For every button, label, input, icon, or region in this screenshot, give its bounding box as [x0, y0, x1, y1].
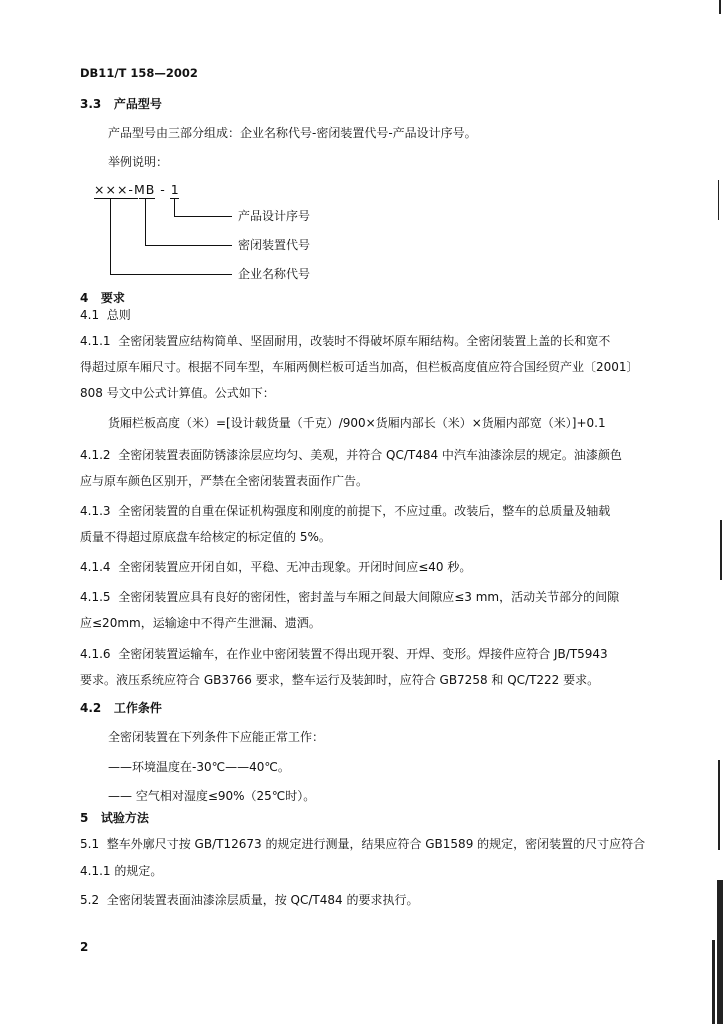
- section-4-heading: [80, 291, 125, 306]
- label-sealing-device-code: 密闭装置代号: [238, 238, 311, 252]
- section-4-1-heading: [80, 308, 131, 323]
- clause-number: 5.2: [80, 893, 100, 907]
- clause-4-1-2-line-1: [80, 448, 622, 463]
- section-number: 5: [80, 811, 89, 825]
- height-formula: 货厢栏板高度（米）=[设计载货量（千克）/900×货厢内部长（米）×货厢内部宽（米）]+0.1: [108, 416, 606, 430]
- page-number: 2: [80, 940, 89, 954]
- model-composition-text: 产品型号由三部分组成：企业名称代号-密闭装置代号-产品设计序号。: [108, 126, 477, 140]
- section-title: 总则: [106, 308, 131, 322]
- code-company-part: ×××-: [94, 182, 134, 197]
- clause-4-1-6-line-2: 要求。液压系统应符合 GB3766 要求，整车运行及装卸时，应符合 GB7258 和 QC/T222 要求。: [80, 673, 600, 687]
- section-5-heading: [80, 811, 149, 826]
- clause-4-1-5-line-1: [80, 590, 619, 605]
- model-code: [94, 182, 180, 197]
- label-company-name-code: 企业名称代号: [238, 267, 311, 281]
- clause-4-1-4: [80, 560, 471, 575]
- working-conditions-intro: 全密闭装置在下列条件下应能正常工作：: [108, 730, 325, 744]
- document-code: DB11/T 158—2002: [80, 66, 198, 80]
- section-number: 4: [80, 291, 89, 305]
- leader-company-vertical: [110, 199, 111, 274]
- clause-4-1-3-line-2: 质量不得超过原底盘车给核定的标定值的 5%。: [80, 530, 331, 544]
- clause-text: 全密闭装置表面防锈漆涂层应均匀、美观，并符合 QC/T484 中汽车油漆涂层的规定。油漆颜色: [118, 448, 622, 462]
- clause-number: 4.1.6: [80, 647, 111, 661]
- clause-number: 4.1.5: [80, 590, 111, 604]
- example-label: 举例说明：: [108, 155, 169, 169]
- section-title: 要求: [100, 291, 125, 305]
- clause-4-1-2-line-2: 应与原车颜色区别开，严禁在全密闭装置表面作广告。: [80, 474, 369, 488]
- clause-text: 全密闭装置应开闭自如，平稳、无冲击现象。开闭时间应≤40 秒。: [118, 560, 472, 574]
- clause-4-1-1-line-2: 得超过原车厢尺寸。根据不同车型，车厢两侧栏板可适当加高，但栏板高度值应符合国经贸产业〔2001〕: [80, 360, 639, 374]
- clause-text: 全密闭装置运输车，在作业中密闭装置不得出现开裂、开焊、变形。焊接件应符合 JB/T5943: [118, 647, 608, 661]
- clause-4-1-5-line-2: 应≤20mm，运输途中不得产生泄漏、遗洒。: [80, 616, 321, 630]
- section-number: 3.3: [80, 97, 102, 111]
- clause-number: 4.1.2: [80, 448, 111, 462]
- condition-temperature: ——环境温度在-30℃——40℃。: [108, 760, 290, 774]
- code-mb-part: MB: [133, 182, 156, 197]
- section-4-2-heading: [80, 701, 162, 716]
- clause-number: 4.1.1: [80, 334, 111, 348]
- clause-number: 4.1.4: [80, 560, 111, 574]
- section-3-3-heading: [80, 97, 162, 112]
- clause-text: 全密闭装置的自重在保证机构强度和刚度的前提下，不应过重。改装后，整车的总质量及轴载: [118, 504, 611, 518]
- clause-4-1-1-line-1: [80, 334, 610, 349]
- section-title: 试验方法: [100, 811, 149, 825]
- leader-number-vertical: [174, 199, 175, 216]
- clause-4-1-6-line-1: [80, 647, 608, 662]
- clause-number: 5.1: [80, 837, 100, 851]
- clause-5-1-line-1: [80, 837, 645, 852]
- section-number: 4.1: [80, 308, 100, 322]
- clause-4-1-1-line-3: 808 号文中公式计算值。公式如下：: [80, 386, 275, 400]
- clause-5-1-line-2: 4.1.1 的规定。: [80, 864, 163, 878]
- section-number: 4.2: [80, 701, 102, 715]
- clause-text: 整车外廓尺寸按 GB/T12673 的规定进行测量，结果应符合 GB1589 的规定，密闭装置的尺寸应符合: [106, 837, 646, 851]
- clause-text: 全密闭装置应具有良好的密闭性，密封盖与车厢之间最大间隙应≤3 mm，活动关节部分的间隙: [118, 590, 620, 604]
- leader-company-horizontal: [110, 274, 232, 275]
- label-product-design-number: 产品设计序号: [238, 209, 311, 223]
- code-dash: -: [155, 182, 171, 197]
- code-number-part: 1: [170, 182, 180, 197]
- leader-number-horizontal: [174, 216, 232, 217]
- section-title: 产品型号: [113, 97, 162, 111]
- condition-humidity: —— 空气相对湿度≤90%（25℃时）。: [108, 789, 316, 803]
- underline-company: [94, 198, 138, 199]
- leader-mb-vertical: [145, 199, 146, 245]
- clause-text: 全密闭装置表面油漆涂层质量，按 QC/T484 的要求执行。: [106, 893, 419, 907]
- section-title: 工作条件: [113, 701, 162, 715]
- underline-mb: [139, 198, 155, 199]
- leader-mb-horizontal: [145, 245, 232, 246]
- scan-edge-artifact: [709, 0, 723, 1024]
- clause-4-1-3-line-1: [80, 504, 610, 519]
- clause-text: 全密闭装置应结构简单、坚固耐用，改装时不得破坏原车厢结构。全密闭装置上盖的长和宽不: [118, 334, 611, 348]
- clause-5-2: [80, 893, 418, 908]
- clause-number: 4.1.3: [80, 504, 111, 518]
